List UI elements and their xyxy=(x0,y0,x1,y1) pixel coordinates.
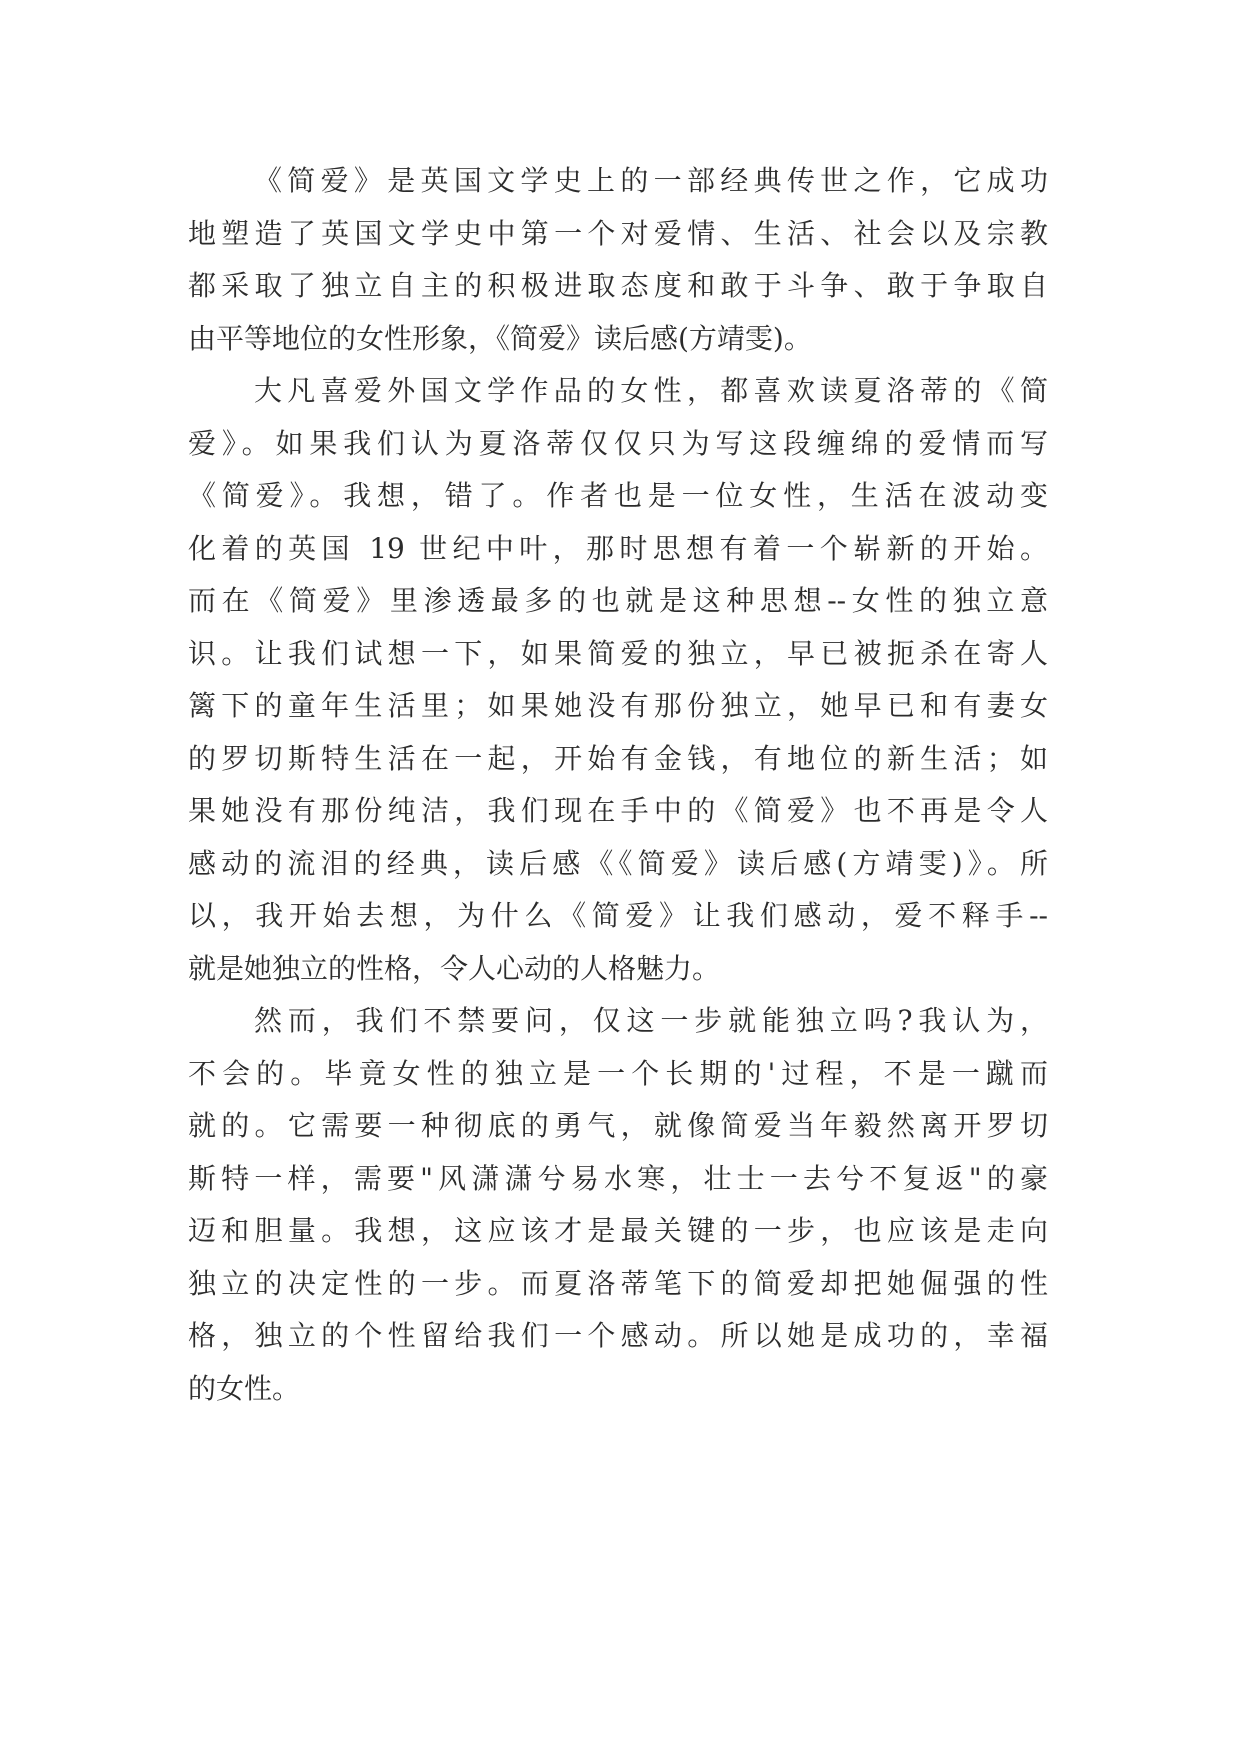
text-line: 《简爱》是英国文学史上的一部经典传世之作，它成功 xyxy=(254,164,1048,197)
text-line: 化着的英国 19 世纪中叶，那时思想有着一个崭新的开始。 xyxy=(188,531,1048,565)
text-line: 以，我开始去想，为什么《简爱》让我们感动，爱不释手-- xyxy=(188,899,1048,932)
text-line: 识。让我们试想一下，如果简爱的独立，早已被扼杀在寄人 xyxy=(188,636,1048,670)
text-line: 大凡喜爱外国文学作品的女性，都喜欢读夏洛蒂的《简 xyxy=(254,374,1048,407)
paragraph-3 xyxy=(188,995,1048,1415)
text-line: 由平等地位的女性形象，《简爱》读后感(方靖雯)。 xyxy=(188,321,812,355)
text-line: 然而，我们不禁要问，仅这一步就能独立吗?我认为， xyxy=(254,1004,1048,1037)
text-line: 果她没有那份纯洁，我们现在手中的《简爱》也不再是令人 xyxy=(188,794,1048,827)
text-line: 迈和胆量。我想，这应该才是最关键的一步，也应该是走向 xyxy=(188,1214,1048,1247)
text-line: 就是她独立的性格，令人心动的人格魅力。 xyxy=(188,951,721,985)
text-line: 篱下的童年生活里；如果她没有那份独立，她早已和有妻女 xyxy=(188,689,1048,722)
text-line: 爱》。如果我们认为夏洛蒂仅仅只为写这段缠绵的爱情而写 xyxy=(188,426,1048,460)
text-line: 的女性。 xyxy=(188,1371,301,1405)
text-line: 的罗切斯特生活在一起，开始有金钱，有地位的新生活；如 xyxy=(188,741,1048,775)
paragraph-1 xyxy=(188,155,1048,365)
text-line: 不会的。毕竟女性的独立是一个长期的'过程，不是一蹴而 xyxy=(188,1056,1048,1090)
text-line: 就的。它需要一种彻底的勇气，就像简爱当年毅然离开罗切 xyxy=(188,1109,1048,1142)
text-line: 斯特一样，需要"风潇潇兮易水寒，壮士一去兮不复返"的豪 xyxy=(188,1161,1048,1195)
text-line: 都采取了独立自主的积极进取态度和敢于斗争、敢于争取自 xyxy=(188,269,1048,302)
text-line: 《简爱》。我想，错了。作者也是一位女性，生活在波动变 xyxy=(188,479,1048,512)
text-line: 格，独立的个性留给我们一个感动。所以她是成功的，幸福 xyxy=(188,1319,1048,1352)
text-line: 独立的决定性的一步。而夏洛蒂笔下的简爱却把她倔强的性 xyxy=(188,1266,1048,1300)
text-line: 地塑造了英国文学史中第一个对爱情、生活、社会以及宗教 xyxy=(188,216,1048,250)
paragraph-2 xyxy=(188,365,1048,995)
text-line: 感动的流泪的经典，读后感《《简爱》读后感(方靖雯)》。所 xyxy=(188,846,1048,880)
text-line: 而在《简爱》里渗透最多的也就是这种思想--女性的独立意 xyxy=(188,584,1048,617)
document-body xyxy=(188,155,1048,1415)
